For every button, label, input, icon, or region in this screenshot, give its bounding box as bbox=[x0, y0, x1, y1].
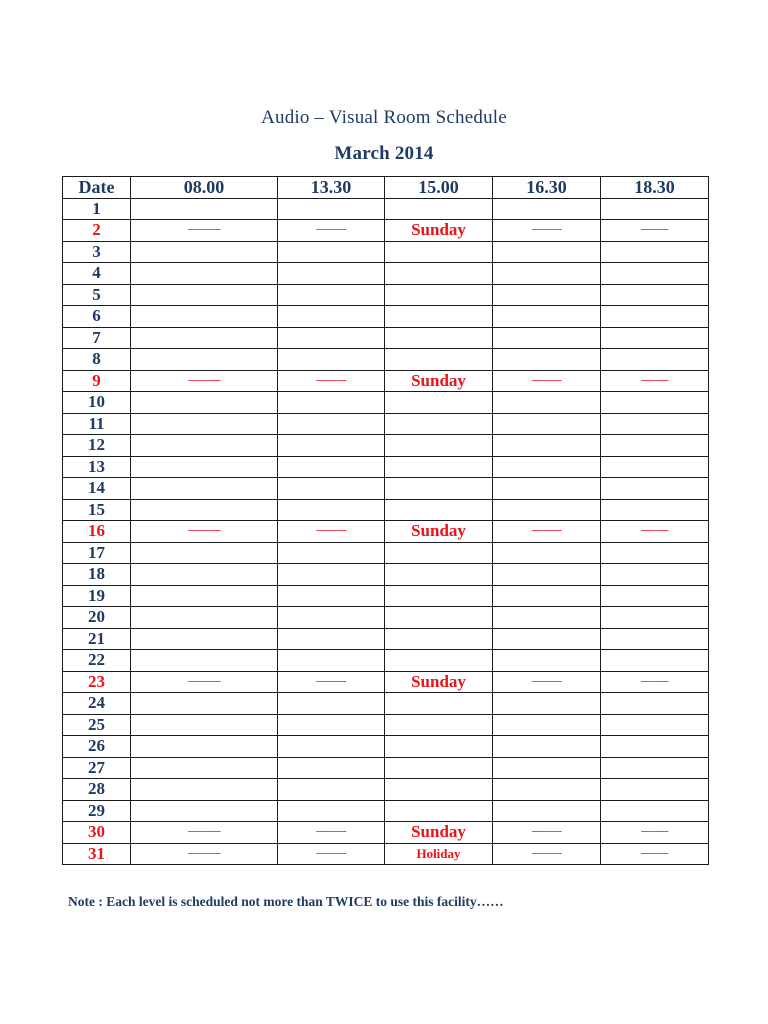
blocked-slot-mark: ---------- bbox=[601, 370, 709, 392]
slot-cell bbox=[131, 564, 278, 586]
date-cell: 4 bbox=[63, 263, 131, 285]
slot-cell bbox=[493, 736, 601, 758]
table-row bbox=[63, 779, 709, 801]
slot-cell bbox=[278, 198, 385, 220]
slot-cell bbox=[131, 241, 278, 263]
slot-cell bbox=[385, 263, 493, 285]
date-cell: 11 bbox=[63, 413, 131, 435]
slot-cell bbox=[385, 779, 493, 801]
slot-cell bbox=[278, 585, 385, 607]
slot-cell bbox=[493, 564, 601, 586]
slot-cell bbox=[385, 585, 493, 607]
date-cell: 21 bbox=[63, 628, 131, 650]
blocked-slot-mark: ----------- bbox=[278, 521, 385, 543]
date-cell: 20 bbox=[63, 607, 131, 629]
table-row bbox=[63, 585, 709, 607]
table-row bbox=[63, 456, 709, 478]
date-cell: 25 bbox=[63, 714, 131, 736]
slot-cell bbox=[493, 327, 601, 349]
blocked-slot-mark: ----------- bbox=[493, 671, 601, 693]
sunday-label: Sunday bbox=[385, 370, 493, 392]
date-cell: 26 bbox=[63, 736, 131, 758]
blocked-slot-mark: ------------ bbox=[131, 370, 278, 392]
table-row bbox=[63, 800, 709, 822]
slot-cell bbox=[493, 263, 601, 285]
blocked-slot-mark: ------------ bbox=[131, 521, 278, 543]
table-row bbox=[63, 306, 709, 328]
slot-cell bbox=[493, 542, 601, 564]
slot-cell bbox=[278, 413, 385, 435]
slot-cell bbox=[493, 607, 601, 629]
slot-cell bbox=[131, 585, 278, 607]
date-cell: 8 bbox=[63, 349, 131, 371]
slot-cell bbox=[131, 714, 278, 736]
header-slot-1330: 13.30 bbox=[278, 177, 385, 199]
slot-cell bbox=[385, 349, 493, 371]
slot-cell bbox=[278, 542, 385, 564]
blocked-slot-mark: ----------- bbox=[493, 843, 601, 865]
slot-cell bbox=[385, 478, 493, 500]
slot-cell bbox=[131, 478, 278, 500]
slot-cell bbox=[131, 779, 278, 801]
slot-cell bbox=[385, 542, 493, 564]
blocked-slot-mark: ---------- bbox=[601, 822, 709, 844]
slot-cell bbox=[493, 198, 601, 220]
table-row bbox=[63, 628, 709, 650]
slot-cell bbox=[385, 607, 493, 629]
slot-cell bbox=[493, 779, 601, 801]
date-cell: 2 bbox=[63, 220, 131, 242]
slot-cell bbox=[493, 284, 601, 306]
slot-cell bbox=[493, 306, 601, 328]
slot-cell bbox=[131, 413, 278, 435]
header-row bbox=[63, 177, 709, 199]
slot-cell bbox=[385, 499, 493, 521]
slot-cell bbox=[385, 714, 493, 736]
slot-cell bbox=[278, 306, 385, 328]
slot-cell bbox=[601, 585, 709, 607]
date-cell: 23 bbox=[63, 671, 131, 693]
table-row bbox=[63, 499, 709, 521]
date-cell: 17 bbox=[63, 542, 131, 564]
date-cell: 24 bbox=[63, 693, 131, 715]
slot-cell bbox=[131, 306, 278, 328]
date-cell: 5 bbox=[63, 284, 131, 306]
date-cell: 31 bbox=[63, 843, 131, 865]
slot-cell bbox=[278, 241, 385, 263]
date-cell: 1 bbox=[63, 198, 131, 220]
table-row bbox=[63, 736, 709, 758]
document-subtitle: March 2014 bbox=[334, 143, 434, 164]
slot-cell bbox=[601, 456, 709, 478]
slot-cell bbox=[493, 392, 601, 414]
slot-cell bbox=[385, 800, 493, 822]
slot-cell bbox=[493, 349, 601, 371]
table-row bbox=[63, 650, 709, 672]
slot-cell bbox=[278, 650, 385, 672]
table-row bbox=[63, 241, 709, 263]
slot-cell bbox=[601, 284, 709, 306]
header-slot-1830: 18.30 bbox=[601, 177, 709, 199]
header-slot-0800: 08.00 bbox=[131, 177, 278, 199]
table-row bbox=[63, 263, 709, 285]
slot-cell bbox=[493, 585, 601, 607]
slot-cell bbox=[131, 456, 278, 478]
blocked-slot-mark: ----------- bbox=[278, 220, 385, 242]
slot-cell bbox=[131, 736, 278, 758]
blocked-slot-mark: ----------- bbox=[278, 370, 385, 392]
slot-cell bbox=[278, 435, 385, 457]
blocked-slot-mark: ------------ bbox=[131, 822, 278, 844]
table-row bbox=[63, 478, 709, 500]
schedule-body bbox=[63, 198, 709, 865]
slot-cell bbox=[131, 542, 278, 564]
date-cell: 6 bbox=[63, 306, 131, 328]
slot-cell bbox=[601, 800, 709, 822]
table-row bbox=[63, 542, 709, 564]
date-cell: 22 bbox=[63, 650, 131, 672]
slot-cell bbox=[385, 628, 493, 650]
slot-cell bbox=[493, 241, 601, 263]
date-cell: 13 bbox=[63, 456, 131, 478]
slot-cell bbox=[278, 693, 385, 715]
table-row bbox=[63, 714, 709, 736]
slot-cell bbox=[131, 327, 278, 349]
header-date: Date bbox=[63, 177, 131, 199]
slot-cell bbox=[493, 456, 601, 478]
slot-cell bbox=[278, 607, 385, 629]
slot-cell bbox=[385, 564, 493, 586]
slot-cell bbox=[601, 392, 709, 414]
slot-cell bbox=[493, 413, 601, 435]
date-cell: 10 bbox=[63, 392, 131, 414]
slot-cell bbox=[385, 435, 493, 457]
slot-cell bbox=[601, 693, 709, 715]
slot-cell bbox=[601, 779, 709, 801]
slot-cell bbox=[385, 241, 493, 263]
table-row bbox=[63, 284, 709, 306]
blocked-slot-mark: ---------- bbox=[601, 521, 709, 543]
date-cell: 29 bbox=[63, 800, 131, 822]
date-cell: 9 bbox=[63, 370, 131, 392]
slot-cell bbox=[278, 800, 385, 822]
slot-cell bbox=[131, 628, 278, 650]
blocked-slot-mark: ---------- bbox=[601, 843, 709, 865]
table-row bbox=[63, 607, 709, 629]
slot-cell bbox=[278, 736, 385, 758]
slot-cell bbox=[278, 263, 385, 285]
slot-cell bbox=[278, 284, 385, 306]
table-row bbox=[63, 521, 709, 543]
blocked-slot-mark: ------------ bbox=[131, 671, 278, 693]
slot-cell bbox=[493, 650, 601, 672]
slot-cell bbox=[601, 198, 709, 220]
slot-cell bbox=[131, 757, 278, 779]
slot-cell bbox=[601, 628, 709, 650]
slot-cell bbox=[385, 693, 493, 715]
table-row bbox=[63, 822, 709, 844]
slot-cell bbox=[278, 779, 385, 801]
table-row bbox=[63, 693, 709, 715]
slot-cell bbox=[493, 714, 601, 736]
table-row bbox=[63, 843, 709, 865]
slot-cell bbox=[601, 607, 709, 629]
slot-cell bbox=[601, 306, 709, 328]
slot-cell bbox=[385, 456, 493, 478]
slot-cell bbox=[493, 800, 601, 822]
slot-cell bbox=[131, 650, 278, 672]
slot-cell bbox=[601, 413, 709, 435]
slot-cell bbox=[278, 478, 385, 500]
slot-cell bbox=[601, 542, 709, 564]
blocked-slot-mark: ----------- bbox=[493, 521, 601, 543]
table-row bbox=[63, 370, 709, 392]
slot-cell bbox=[601, 349, 709, 371]
date-cell: 7 bbox=[63, 327, 131, 349]
header-slot-1630: 16.30 bbox=[493, 177, 601, 199]
slot-cell bbox=[278, 564, 385, 586]
blocked-slot-mark: ----------- bbox=[278, 822, 385, 844]
slot-cell bbox=[385, 327, 493, 349]
slot-cell bbox=[131, 800, 278, 822]
slot-cell bbox=[493, 757, 601, 779]
date-cell: 14 bbox=[63, 478, 131, 500]
slot-cell bbox=[385, 284, 493, 306]
table-row bbox=[63, 757, 709, 779]
blocked-slot-mark: ------------ bbox=[131, 220, 278, 242]
slot-cell bbox=[493, 435, 601, 457]
slot-cell bbox=[131, 499, 278, 521]
footer-note: Note : Each level is scheduled not more than TWICE to use this facility…… bbox=[68, 894, 504, 909]
slot-cell bbox=[493, 499, 601, 521]
slot-cell bbox=[493, 628, 601, 650]
date-cell: 28 bbox=[63, 779, 131, 801]
slot-cell bbox=[131, 607, 278, 629]
slot-cell bbox=[385, 392, 493, 414]
slot-cell bbox=[385, 736, 493, 758]
slot-cell bbox=[601, 757, 709, 779]
slot-cell bbox=[493, 478, 601, 500]
slot-cell bbox=[131, 693, 278, 715]
slot-cell bbox=[278, 392, 385, 414]
holiday-label: Holiday bbox=[385, 843, 493, 865]
schedule-table bbox=[62, 176, 709, 865]
date-cell: 12 bbox=[63, 435, 131, 457]
table-row bbox=[63, 327, 709, 349]
slot-cell bbox=[131, 392, 278, 414]
slot-cell bbox=[601, 478, 709, 500]
slot-cell bbox=[278, 628, 385, 650]
slot-cell bbox=[385, 650, 493, 672]
slot-cell bbox=[131, 263, 278, 285]
sunday-label: Sunday bbox=[385, 521, 493, 543]
table-row bbox=[63, 349, 709, 371]
slot-cell bbox=[278, 456, 385, 478]
date-cell: 16 bbox=[63, 521, 131, 543]
date-cell: 18 bbox=[63, 564, 131, 586]
blocked-slot-mark: ----------- bbox=[493, 822, 601, 844]
slot-cell bbox=[131, 198, 278, 220]
slot-cell bbox=[493, 693, 601, 715]
blocked-slot-mark: ----------- bbox=[493, 370, 601, 392]
blocked-slot-mark: ----------- bbox=[278, 671, 385, 693]
slot-cell bbox=[385, 306, 493, 328]
sunday-label: Sunday bbox=[385, 822, 493, 844]
blocked-slot-mark: ----------- bbox=[278, 843, 385, 865]
slot-cell bbox=[601, 564, 709, 586]
slot-cell bbox=[278, 757, 385, 779]
table-row bbox=[63, 435, 709, 457]
date-cell: 15 bbox=[63, 499, 131, 521]
date-cell: 19 bbox=[63, 585, 131, 607]
table-row bbox=[63, 392, 709, 414]
slot-cell bbox=[385, 413, 493, 435]
table-row bbox=[63, 564, 709, 586]
table-row bbox=[63, 198, 709, 220]
slot-cell bbox=[601, 736, 709, 758]
slot-cell bbox=[601, 435, 709, 457]
date-cell: 30 bbox=[63, 822, 131, 844]
slot-cell bbox=[131, 349, 278, 371]
sunday-label: Sunday bbox=[385, 220, 493, 242]
document-title: Audio – Visual Room Schedule bbox=[261, 107, 507, 128]
slot-cell bbox=[601, 241, 709, 263]
table-row bbox=[63, 220, 709, 242]
blocked-slot-mark: ---------- bbox=[601, 220, 709, 242]
date-cell: 3 bbox=[63, 241, 131, 263]
table-row bbox=[63, 413, 709, 435]
slot-cell bbox=[278, 499, 385, 521]
slot-cell bbox=[131, 284, 278, 306]
slot-cell bbox=[601, 714, 709, 736]
slot-cell bbox=[601, 499, 709, 521]
date-cell: 27 bbox=[63, 757, 131, 779]
blocked-slot-mark: ---------- bbox=[601, 671, 709, 693]
blocked-slot-mark: ----------- bbox=[493, 220, 601, 242]
slot-cell bbox=[601, 263, 709, 285]
blocked-slot-mark: ------------ bbox=[131, 843, 278, 865]
slot-cell bbox=[385, 198, 493, 220]
slot-cell bbox=[601, 650, 709, 672]
sunday-label: Sunday bbox=[385, 671, 493, 693]
slot-cell bbox=[601, 327, 709, 349]
slot-cell bbox=[278, 349, 385, 371]
table-row bbox=[63, 671, 709, 693]
header-slot-1500: 15.00 bbox=[385, 177, 493, 199]
slot-cell bbox=[131, 435, 278, 457]
slot-cell bbox=[385, 757, 493, 779]
slot-cell bbox=[278, 327, 385, 349]
slot-cell bbox=[278, 714, 385, 736]
